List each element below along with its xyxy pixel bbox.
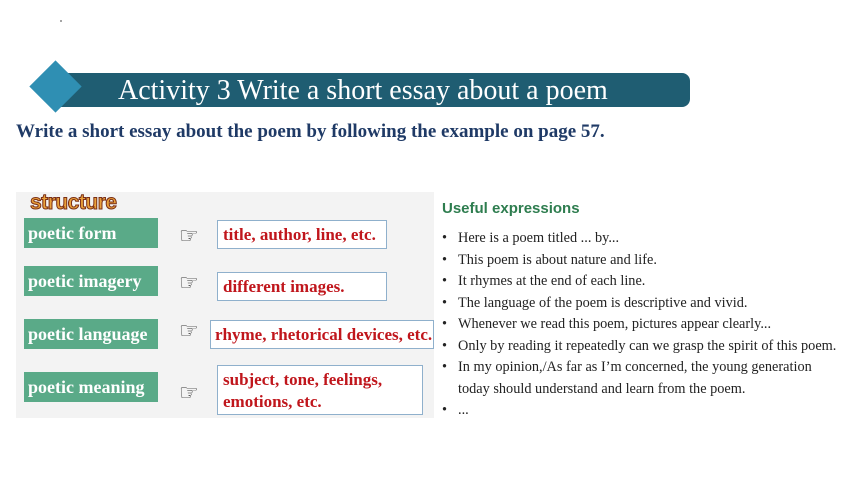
- expression-item: • Only by reading it repeatedly can we grasp the spirit of this poem.: [442, 336, 836, 358]
- structure-label-poetic-meaning: poetic meaning: [24, 372, 158, 402]
- pointing-hand-icon: ☞: [179, 271, 199, 296]
- description-line: emotions, etc.: [223, 392, 322, 411]
- structure-label-poetic-imagery: poetic imagery: [24, 266, 158, 296]
- decorative-dot: [60, 20, 62, 22]
- expression-item: • Here is a poem titled ... by...: [442, 228, 836, 250]
- description-line: rhyme, rhetorical devices, etc.: [215, 325, 433, 344]
- expression-continuation: today should understand and learn from the poem.: [458, 380, 746, 397]
- pointing-hand-icon: ☞: [179, 224, 199, 249]
- structure-heading: structure: [30, 191, 117, 214]
- expression-item: • The language of the poem is descriptive and vivid.: [442, 293, 836, 315]
- description-line: different images.: [223, 277, 345, 296]
- structure-description-poetic-form: [217, 220, 387, 249]
- useful-expressions-heading: Useful expressions: [442, 200, 580, 217]
- instruction-text: Write a short essay about the poem by following the example on page 57.: [16, 121, 605, 142]
- useful-expressions-list: [442, 228, 836, 422]
- structure-description-poetic-language: [210, 320, 434, 349]
- page-title: Activity 3 Write a short essay about a poem: [118, 75, 608, 106]
- expression-item: • Whenever we read this poem, pictures appear clearly...: [442, 314, 836, 336]
- expression-item: [442, 357, 836, 400]
- expression-item: • This poem is about nature and life.: [442, 250, 836, 272]
- expression-item: • ...: [442, 400, 836, 422]
- structure-description-poetic-imagery: [217, 272, 387, 301]
- description-line: title, author, line, etc.: [223, 225, 376, 244]
- expression-text: In my opinion,/As far as I’m concerned, the young generation: [458, 359, 812, 375]
- structure-description-poetic-meaning: [217, 365, 423, 415]
- pointing-hand-icon: ☞: [179, 319, 199, 344]
- structure-label-poetic-language: poetic language: [24, 319, 158, 349]
- title-banner: [54, 73, 690, 107]
- expression-item: • It rhymes at the end of each line.: [442, 271, 836, 293]
- description-line: subject, tone, feelings,: [223, 370, 383, 389]
- pointing-hand-icon: ☞: [179, 381, 199, 406]
- structure-label-poetic-form: poetic form: [24, 218, 158, 248]
